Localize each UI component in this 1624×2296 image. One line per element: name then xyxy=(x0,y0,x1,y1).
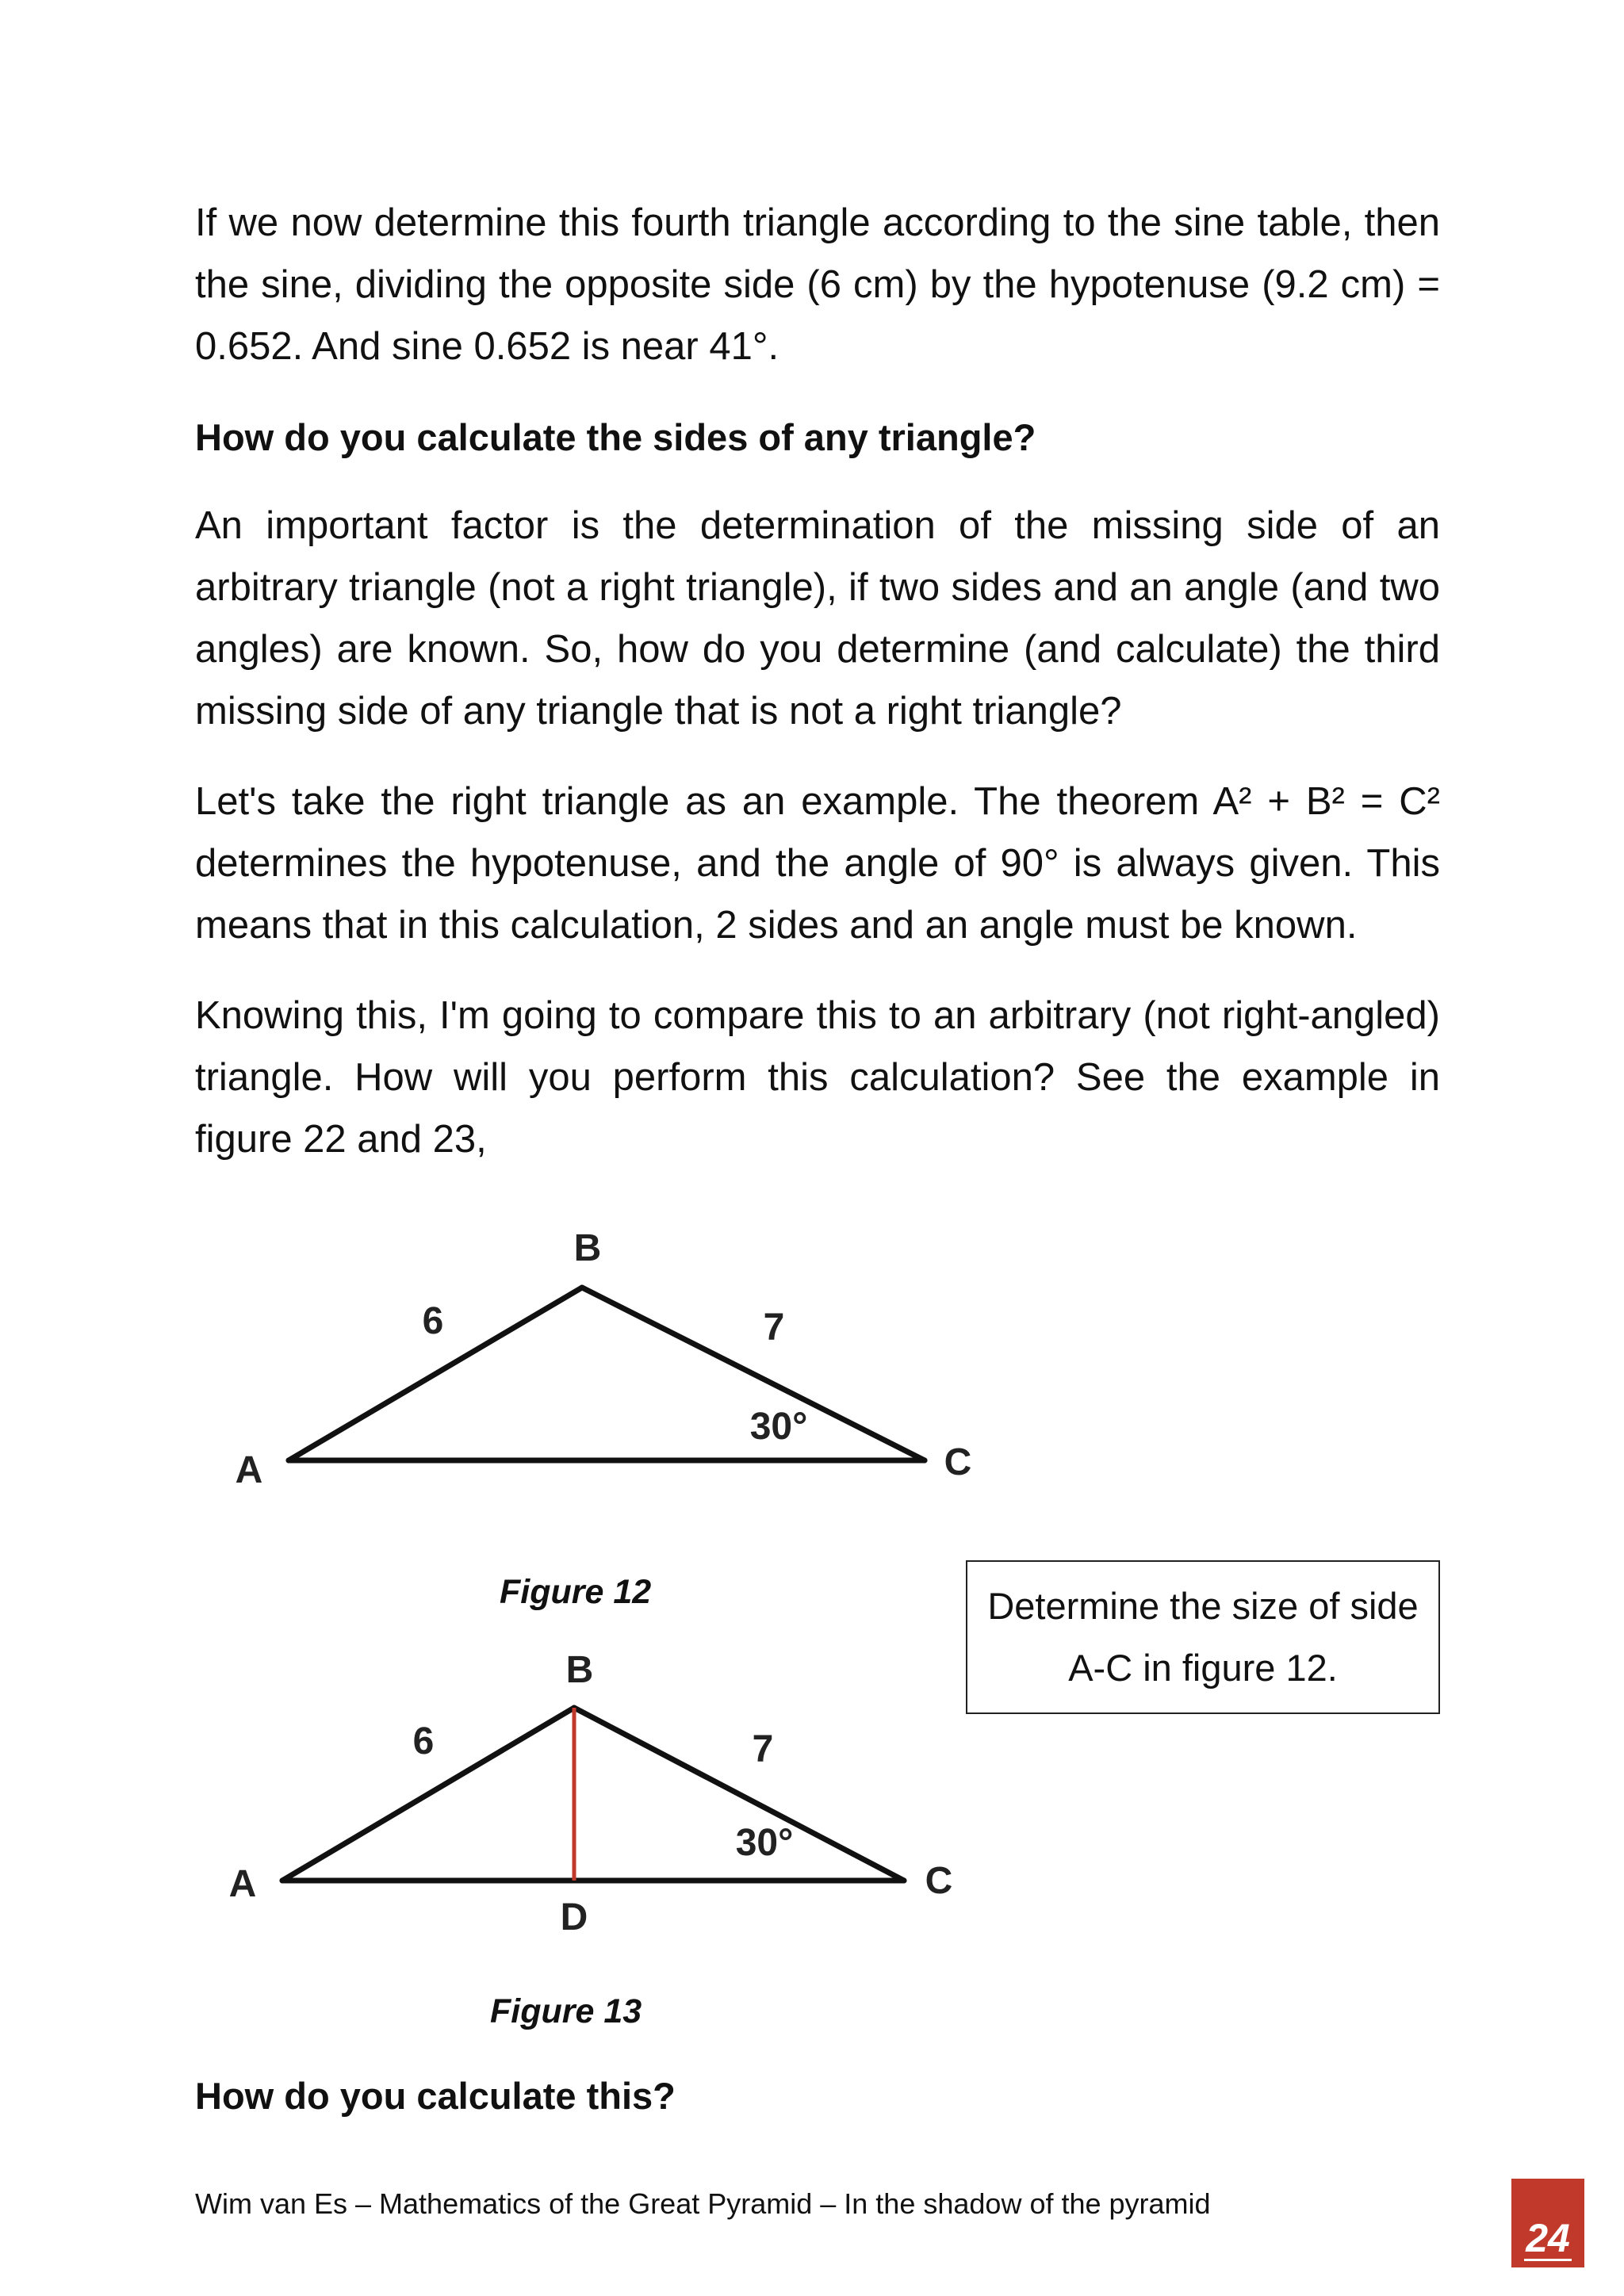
figure-13-triangle xyxy=(195,1641,988,1950)
vertex-a-label: A xyxy=(228,1863,257,1905)
heading-sides-question: How do you calculate the sides of any triangle? xyxy=(195,416,1036,458)
paragraph-sine-table: If we now determine this fourth triangle according to the sine table, then the sine, dividing the opposite side (6 cm) by the hypotenuse (9.2 cm) = 0.652. And sine 0.652 is near 41°. xyxy=(195,201,1440,368)
angle-c-label: 30° xyxy=(749,1406,808,1448)
page-number-badge xyxy=(1511,2179,1584,2267)
vertex-d-label: D xyxy=(560,1896,588,1938)
angle-c-label: 30° xyxy=(735,1822,794,1864)
side-bc-label: 7 xyxy=(763,1307,785,1349)
vertex-b-label: B xyxy=(573,1227,602,1269)
vertex-a-label: A xyxy=(235,1449,263,1491)
side-bc-label: 7 xyxy=(752,1728,774,1770)
page-footer: Wim van Es – Mathematics of the Great Pyramid – In the shadow of the pyramid xyxy=(195,2187,1211,2220)
figure-12-caption: Figure 12 xyxy=(500,1573,652,1611)
side-ab-label: 6 xyxy=(422,1300,444,1342)
paragraph-compare: Knowing this, I'm going to compare this to an arbitrary (not right-angled) triangle. How will you perform this calculation? See the example in figure 22 and 23, xyxy=(195,994,1440,1161)
figure-13-caption: Figure 13 xyxy=(490,1992,642,2030)
vertex-c-label: C xyxy=(944,1441,972,1483)
exercise-note-box xyxy=(966,1560,1440,1714)
paragraph-right-triangle: Let's take the right triangle as an example. The theorem A² + B² = C² determines the hypotenuse, and the angle of 90° is always given. This means that in this calculation, 2 sides and an angle must be known. xyxy=(195,780,1440,947)
heading-calc-question: How do you calculate this? xyxy=(195,2075,676,2117)
figure-12-triangle xyxy=(195,1213,988,1506)
vertex-c-label: C xyxy=(925,1860,953,1902)
side-ab-label: 6 xyxy=(412,1720,435,1762)
vertex-b-label: B xyxy=(565,1649,594,1691)
page-number: 24 xyxy=(1526,2216,1570,2260)
paragraph-arbitrary-triangle: An important factor is the determination of the missing side of an arbitrary triangle (not a right triangle), if two sides and an angle (and two angles) are known. So, how do you determine (and calculate) the third missing side of any triangle that is not a right triangle? xyxy=(195,504,1440,733)
exercise-note-text: Determine the size of side A-C in figure 12. xyxy=(987,1585,1419,1689)
